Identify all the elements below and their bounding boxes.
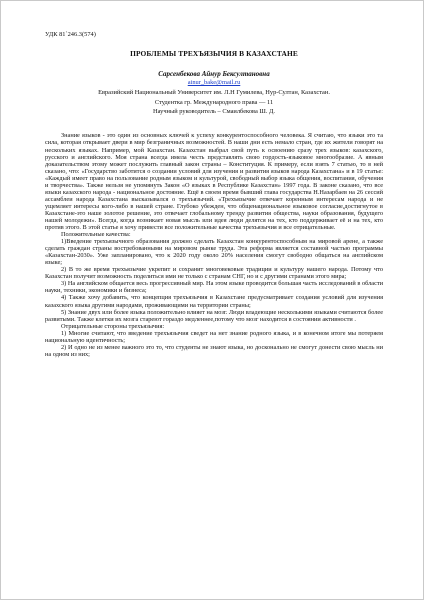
udc-code: УДК 81`246.3(574) — [45, 31, 96, 38]
negative-item-2: 2) И одно не из менее важного это то, что студенты не знают языка, но досконально не смогут донести свою мысль ни на одном из них; — [45, 343, 383, 358]
intro-paragraph: Знание языков - это один из основных ключей к успеху конкурентоспособного человека. Я считаю, что языки это та сила, которая открывает двери в мир безграничных возможностей. В наши дни есть немало стран, где их жители говорят на нескольких языках. Например, мой Казахстан. Казахстан выбрал свой путь к освоению сразу трех языков: казахского, русского и английского. Моя страна всегда имела честь представлять свою гордость-языковое многообразие. А явным доказательством этому может послужить главный закон страны – Конституция. К примеру, если взять 7 статью, то в ней сказано, что: «Государство заботится о создании условий для изучения и развития языков народа Казахстана» и в 19 статье: «Каждый имеет право на пользование родным языком и культурой, свободный выбор языка общения, воспитания, обучения и творчества». Также нельзя не упомянуть Закон «О языках в Республике Казахстан» 1997 года. В законе сказано, что все языки казахского народа - национальное достояние. Ещё в своем время бывший глава государства Н.Назарбаев на 26 сессий ассамблеи народа Казахстана высказывался о трехъязычий. «Трехъязычие отвечает коренным интересам народа и не ущемляет интересы кого-либо в нашей стране. Глубоко убежден, что общенациональное языковое согласие,достигнутое в Казахстане-это наше золотое решение, это отвечает глобальному тренду развития общества, науки образования, будущего нашей молодежи». Всегда, когда возникает новая мысль или идея люди делятся на тех, кто поддерживает её и на тех, кто против этого. В этой статье я хочу привести все положительные качества трехъязычия и все отрицательные. — [45, 132, 383, 232]
positive-item-4: 4) Также хочу добавить, что концепция трехъязычия в Казахстане предусматривает создания условий для изучения казахского языка другими народами, проживающими на территории страны; — [45, 294, 383, 309]
author-name: Сарсенбекова Айнур Бексултановна — [158, 70, 270, 79]
positive-item-2: 2) В то же время трехъязычие укрепит и сохранит многовековые традиции и культуру нашего народа. Потому что Казахстан получит возможность поделиться ими не только с странам СНГ, но и с другими странами этого мира; — [45, 266, 383, 281]
author-affiliation: Евразийский Национальный Университет им. Л.Н Гумилева, Нур-Султан, Казахстан. — [98, 89, 330, 97]
positive-item-5: 5) Знание двух или более языка положительно влияет на мозг. Люди владеющие несколькими языками считаются более развитыми. Также клетки их мозга стареют гораздо медленнее,потому что мозг находится в состоянии активности . — [45, 308, 383, 323]
negative-heading: Отрицательные стороны трехъязычия: — [61, 322, 165, 330]
positive-item-3: 3) На английском общается весь прогрессивный мир. На этом языке проводится большая часть исследований в области науки, техники, экономики и бизнеса; — [45, 280, 383, 295]
author-student-group: Студентка гр. Международного права — 11 — [154, 98, 274, 106]
author-email-link[interactable]: ainur_bake@mail.ru — [187, 79, 241, 87]
positive-heading: Положительные качества: — [61, 231, 131, 239]
positive-item-1: 1)Введение трехъязычного образования должно сделать Казахстан конкурентоспособным на мировой арене, а также сделать граждан страны востребованными на мировом рынке труда. Эта реформа является составной частью программы «Казахстан-2030». Уже запланировано, что к 2020 году около 20% населения смогут свободно общаться на английском языке; — [45, 238, 383, 267]
scientific-advisor: Научный руководитель – Смаилбекова Ш. Д. — [153, 108, 275, 115]
article-title: ПРОБЛЕМЫ ТРЕХЪЯЗЫЧИЯ В КАЗАХСТАНЕ — [130, 49, 298, 59]
negative-item-1: 1) Многие считают, что введение трехъязычия сведет на нет знание родного языка, и в конечном итоге мы потеряем национальную идентичность; — [45, 329, 383, 344]
article-body — [45, 132, 383, 358]
